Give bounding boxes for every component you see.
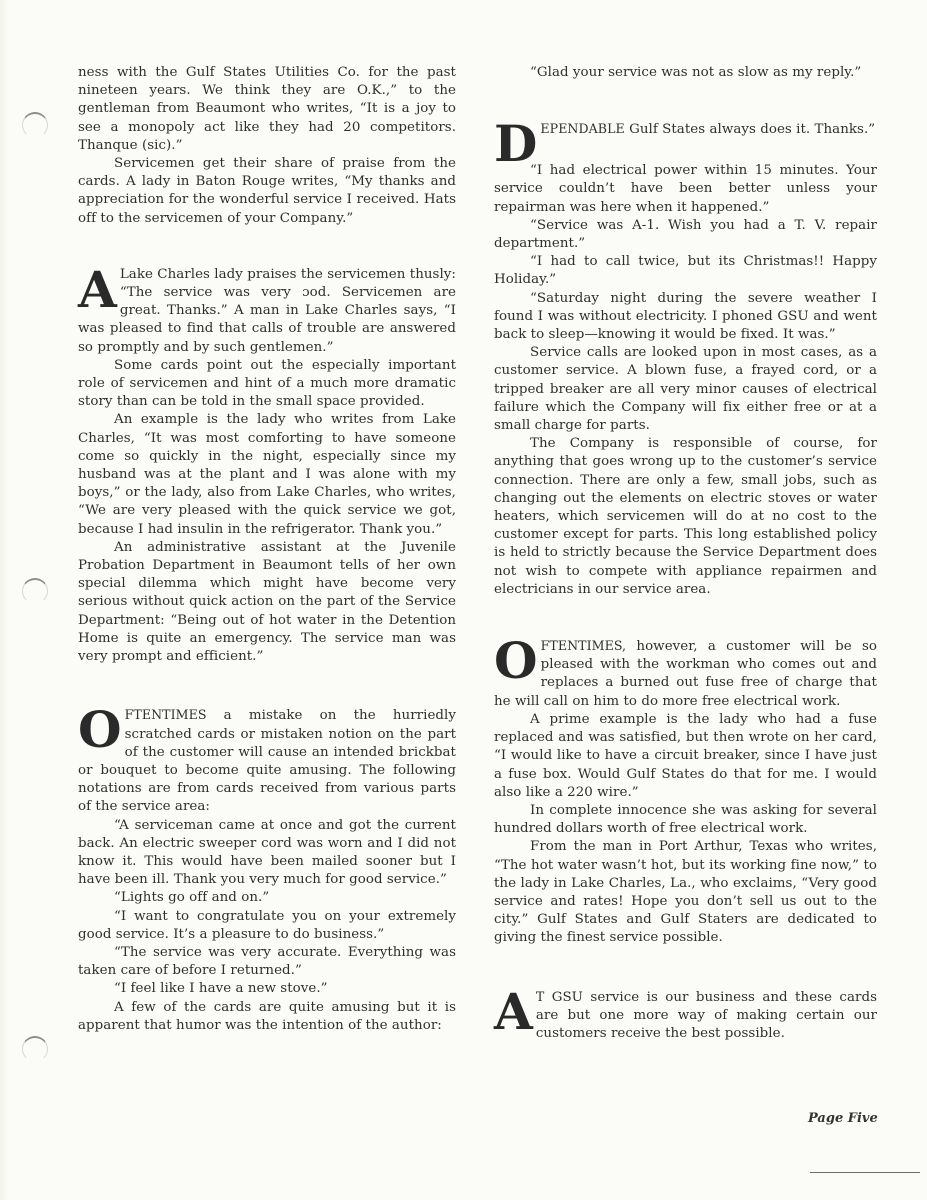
lead-word: FTENTIMES xyxy=(124,707,207,723)
paragraph: ness with the Gulf States Utilities Co. for the past nineteen years. We think they are O.K.,” to the gentleman from Beaumont who writes, “It is a joy to see a monopoly act like they had 20 competitors. Thanque (sic).” xyxy=(78,65,456,153)
paragraph-text: Lake Charles lady praises the servicemen thusly: “The service was very ɔod. Servicemen are great. Thanks.” A man in Lake Charles says, “I was pleased to find that calls of trouble are answered so promptly and by such gentlemen.” xyxy=(78,266,456,355)
paragraph: From the man in Port Arthur, Texas who writes, “The hot water wasn’t hot, but its working fine now,” to the lady in Lake Charles, La., who exclaims, “Very good service and rates! Hope you don’t sell us out to the city.” Gulf States and Gulf Staters are dedicated to giving the finest service possible. xyxy=(494,839,877,946)
paragraph-with-dropcap xyxy=(494,631,877,711)
quote-paragraph: “Glad your service was not as slow as my reply.” xyxy=(530,65,862,80)
paragraph: The Company is responsible of course, for anything that goes wrong up to the customer’s service connection. There are only a few, small jobs, such as changing out the elements on electric stoves or water heaters, which servicemen will do at no cost to the customer except for parts. This long established policy is held to strictly because the Service Department does not wish to compete with appliance repairmen and electricians in our service area. xyxy=(494,436,877,597)
section-oftentimes-however xyxy=(494,631,877,947)
paragraph-with-dropcap xyxy=(78,259,456,357)
quote-paragraph: “Saturday night during the severe weather I found I was without electricity. I phoned GSU and went back to sleep—knowing it would be fixed. It was.” xyxy=(494,290,877,343)
quote-paragraph: “I want to congratulate you on your extremely good service. It’s a pleasure to do business.” xyxy=(78,908,456,942)
section-lake-charles xyxy=(78,259,456,666)
section-oftentimes-mistakes xyxy=(78,700,456,1035)
paragraph: An administrative assistant at the Juvenile Probation Department in Beaumont tells of her own special dilemma which might have become very serious without quick action on the part of the Service Department: “Being out of hot water in the Detention Home is quite an emergency. The service man was very prompt and efficient.” xyxy=(78,539,456,665)
paragraph: A few of the cards are quite amusing but it is apparent that humor was the intention of the author: xyxy=(78,999,456,1033)
right-column xyxy=(494,64,877,1043)
footer-rule xyxy=(810,1172,920,1173)
drop-cap: A xyxy=(494,981,533,1041)
paragraph: Servicemen get their share of praise from the cards. A lady in Baton Rouge writes, “My thanks and appreciation for the wonderful service I received. Hats off to the servicemen of your Company.” xyxy=(78,156,456,226)
drop-cap: D xyxy=(494,114,538,174)
paragraph-text: however, a customer will be so pleased with the workman who comes out and replaces a burned out fuse free of charge that he will call on him to do more free electrical work. xyxy=(494,639,877,709)
paragraph: In complete innocence she was asking for several hundred dollars worth of free electrical work. xyxy=(494,802,877,837)
drop-cap: O xyxy=(494,631,538,691)
drop-cap: A xyxy=(78,259,117,319)
page-edge-shadow xyxy=(0,0,8,1200)
lead-word: T xyxy=(535,988,545,1004)
binder-hole-mark-bottom xyxy=(22,1036,48,1062)
paragraph: A prime example is the lady who had a fuse replaced and was satisfied, but then wrote on her card, “I would like to have a circuit breaker, since I have just a fuse box. Would Gulf States do that for me. I would also like a 220 wire.” xyxy=(494,711,877,800)
quote-paragraph: “I had electrical power within 15 minutes. Your service couldn’t have been better unless your repairman was here when it happened.” xyxy=(494,163,877,215)
section-dependable xyxy=(494,114,877,599)
paragraph: An example is the lady who writes from Lake Charles, “It was most comforting to have someone come so quickly in the night, especially since my husband was at the plant and I was alone with my boys,” or the lady, also from Lake Charles, who writes, “We are very pleased with the quick service we got, because I had insulin in the refrigerator. Thank you.” xyxy=(78,412,456,537)
article-continuation xyxy=(78,64,456,228)
lead-word: FTENTIMES, xyxy=(540,638,627,654)
paragraph-with-dropcap xyxy=(494,981,877,1044)
left-column xyxy=(78,64,456,1035)
page-number-label: Page Five xyxy=(808,1111,878,1126)
paragraph-text: Gulf States always does it. Thanks.” xyxy=(624,122,876,138)
binder-hole-mark-middle xyxy=(22,578,48,604)
section-at-gsu xyxy=(494,981,877,1044)
quote-paragraph: “Lights go off and on.” xyxy=(114,890,270,906)
paragraph-text: a mistake on the hurriedly scratched cards or mistaken notion on the part of the customer will cause an intended brickbat or bouquet to become quite amusing. The following notations are from cards received from various parts of the service area: xyxy=(78,708,456,815)
quote-paragraph: “I had to call twice, but its Christmas!! Happy Holiday.” xyxy=(494,254,877,288)
paragraph: Service calls are looked upon in most cases, as a customer service. A blown fuse, a frayed cord, or a tripped breaker are all very minor causes of electrical failure which the Company will fix either free or at a small charge for parts. xyxy=(494,345,877,434)
lead-word: EPENDABLE xyxy=(540,121,625,137)
paragraph: Some cards point out the especially important role of servicemen and hint of a much more dramatic story than can be told in the small space provided. xyxy=(78,357,456,410)
paragraph-with-dropcap xyxy=(494,114,877,174)
quote-paragraph: “I feel like I have a new stove.” xyxy=(114,981,328,997)
quote-paragraph: “The service was very accurate. Everything was taken care of before I returned.” xyxy=(78,944,456,979)
binder-hole-mark-top xyxy=(22,112,48,138)
paragraph-text: GSU service is our business and these cards are but one more way of making certain our customers receive the best possible. xyxy=(535,989,877,1041)
quote-paragraph: “A serviceman came at once and got the current back. An electric sweeper cord was worn and I did not know it. This would have been mailed sooner but I have been ill. Thank you very much for good service.” xyxy=(78,817,456,888)
quote-paragraph: “Service was A-1. Wish you had a T. V. repair department.” xyxy=(494,217,877,252)
paragraph-with-dropcap xyxy=(78,700,456,816)
drop-cap: O xyxy=(78,700,122,760)
